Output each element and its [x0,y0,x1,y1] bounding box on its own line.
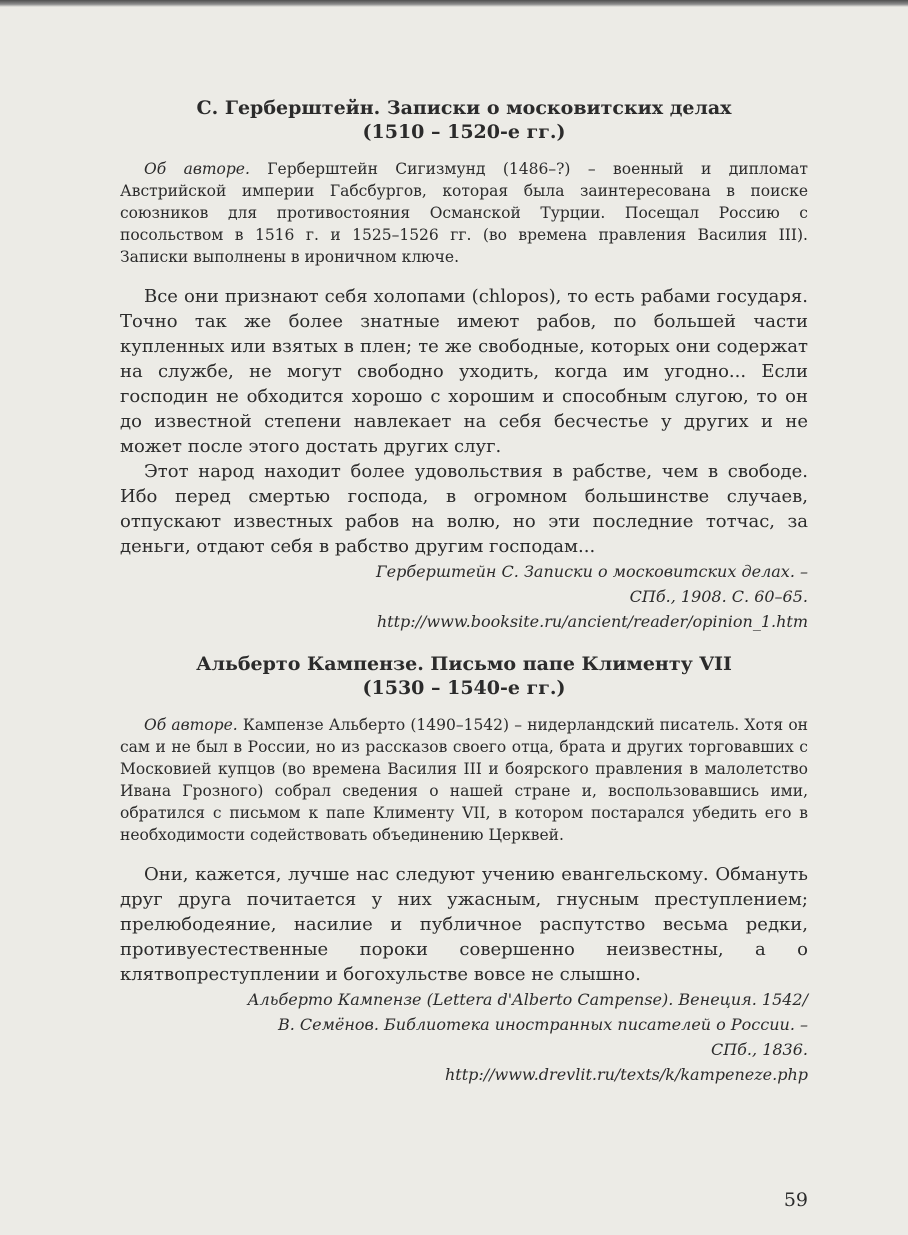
source-line: Альберто Кампензе (Lettera d'Alberto Campense). Венеция. 1542/ [247,990,808,1009]
source-line: СПб., 1836. [710,1040,808,1059]
section-title-line: С. Герберштейн. Записки о московитских делах [196,97,732,119]
source-citation [120,987,808,1087]
author-note-lead: Об авторе. [144,160,250,178]
author-note-lead: Об авторе. [144,716,238,734]
author-note [120,714,808,846]
section-title-dates: (1510 – 1520-е гг.) [362,121,566,143]
author-note-text: Кампензе Альберто (1490–1542) – нидерландский писатель. Хотя он сам и не был в России, но из рассказов своего отца, брата и других торговавших с Московией купцов (во времена Василия III и боярского правления в малолетство Ивана Грозного) собрал сведения о нашей стране и, воспользовавшись ими, обратился с письмом к папе Клименту VII, в котором постарался убедить его в необходимости содействовать объединению Церквей. [120,716,808,844]
page-number: 59 [783,1189,808,1211]
scan-top-edge [0,0,908,7]
section-title-line: Альберто Кампензе. Письмо папе Клименту VII [196,653,732,675]
herberstein-section [120,96,808,634]
source-line: Герберштейн С. Записки о московитских делах. – [376,562,808,581]
campense-section [120,652,808,1087]
source-url: http://www.booksite.ru/ancient/reader/opinion_1.htm [376,612,808,631]
section-title-dates: (1530 – 1540-е гг.) [362,677,566,699]
section-title [120,96,808,144]
quote-paragraph: Этот народ находит более удовольствия в рабстве, чем в свободе. Ибо перед смертью господа, в огромном большинстве случаев, отпускают известных рабов на волю, но эти последние тотчас, за деньги, отдают себя в рабство другим господам... [120,461,808,557]
author-note [120,158,808,268]
page-body [120,96,808,1105]
source-citation [120,559,808,634]
section-title [120,652,808,700]
quote-paragraph: Они, кажется, лучше нас следуют учению евангельскому. Обмануть друг друга почитается у них ужасным, гнусным преступлением; прелюбодеяние, насилие и публичное распутство весьма редки, противуестественные пороки совершенно неизвестны, а о клятвопреступлении и богохульстве вовсе не слышно. [120,864,808,985]
quote-paragraph: Все они признают себя холопами (chlopos), то есть рабами государя. Точно так же более знатные имеют рабов, по большей части купленных или взятых в плен; те же свободные, которых они содержат на службе, не могут свободно уходить, когда им угодно... Если господин не обходится хорошо с хорошим и способным слугою, то он до известной степени навлекает на себя бесчестье у других и не может после этого достать других слуг. [120,286,808,457]
source-line: В. Семёнов. Библиотека иностранных писателей о России. – [277,1015,808,1034]
author-note-text: Герберштейн Сигизмунд (1486–?) – военный и дипломат Австрийской империи Габсбургов, которая была заинтересована в поиске союзников для противостояния Османской Турции. Посещал Россию с посольством в 1516 г. и 1525–1526 гг. (во времена правления Василия III). Записки выполнены в ироничном ключе. [120,160,808,266]
source-line: СПб., 1908. С. 60–65. [629,587,808,606]
source-url: http://www.drevlit.ru/texts/k/kampeneze.php [444,1065,808,1084]
